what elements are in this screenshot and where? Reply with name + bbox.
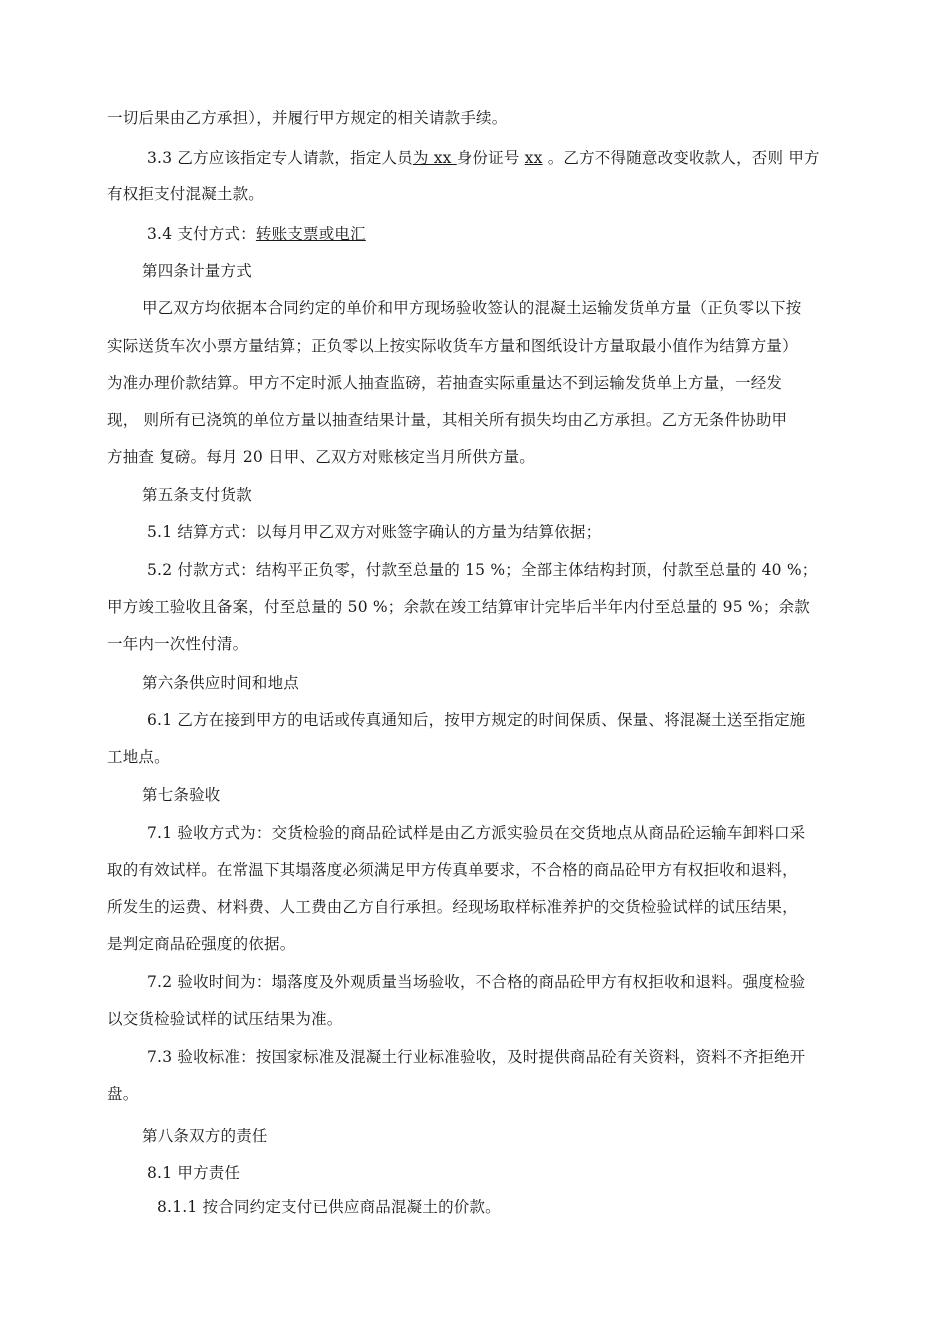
clause-3-4 [147, 224, 366, 244]
clause-6-1-line-2: 工地点。 [107, 748, 170, 766]
payment-method-field: 转账支票或电汇 [255, 225, 366, 243]
clause-7-3-line-1: 7.3 验收标准：按国家标准及混凝土行业标准验收，及时提供商品砼有关资料，资料不齐拒绝开 [147, 1048, 806, 1066]
article-5-heading: 第五条支付货款 [142, 486, 252, 504]
clause-7-3-line-2: 盘。 [107, 1085, 139, 1103]
clause-5-2-line-3: 一年内一次性付清。 [107, 635, 249, 653]
clause-7-1-line-2: 取的有效试样。在常温下其塌落度必须满足甲方传真单要求，不合格的商品砼甲方有权拒收和退料， [107, 861, 798, 879]
clause-7-1-line-4: 是判定商品砼强度的依据。 [107, 935, 296, 953]
article-4-line-3: 为准办理价款结算。甲方不定时派人抽查监磅，若抽查实际重量达不到运输发货单上方量，一经发 [107, 374, 783, 392]
clause-5-1: 5.1 结算方式：以每月甲乙双方对账签字确认的方量为结算依据； [147, 523, 602, 541]
id-number-label: 身份证号 [456, 149, 525, 167]
article-8-heading: 第八条双方的责任 [142, 1127, 268, 1145]
clause-5-2-line-1: 5.2 付款方式：结构平正负零，付款至总量的 15 %；全部主体结构封顶，付款至总量的 40 %； [147, 561, 818, 579]
clause-3-3-text: 3.3 乙方应该指定专人请款，指定人员 [147, 149, 413, 167]
article-7-heading: 第七条验收 [142, 786, 221, 804]
clause-5-2-line-2: 甲方竣工验收且备案，付至总量的 50 %；余款在竣工结算审计完毕后半年内付至总量的 95 %；余款 [107, 598, 810, 616]
clause-3-3-text-end: 。乙方不得随意改变收款人，否则 甲方 [542, 149, 820, 167]
paragraph-line: 一切后果由乙方承担），并履行甲方规定的相关请款手续。 [107, 109, 508, 127]
clause-8-1: 8.1 甲方责任 [147, 1164, 241, 1182]
id-number-field: xx [524, 149, 543, 167]
article-6-heading: 第六条供应时间和地点 [142, 674, 300, 692]
clause-7-1-line-3: 所发生的运费、材料费、人工费由乙方自行承担。经现场取样标准养护的交货检验试样的试压结果， [107, 898, 798, 916]
clause-3-3-line-2: 有权拒支付混凝土款。 [107, 185, 265, 203]
article-4-line-2: 实际送货车次小票方量结算；正负零以上按实际收货车方量和图纸设计方量取最小值作为结算方量） [107, 337, 798, 355]
article-4-line-5: 方抽查 复磅。每月 20 日甲、乙双方对账核定当月所供方量。 [107, 448, 536, 466]
clause-7-2-line-2: 以交货检验试样的试压结果为准。 [107, 1010, 343, 1028]
article-4-heading: 第四条计量方式 [142, 262, 252, 280]
designated-person-field: 为 xx [412, 149, 457, 167]
clause-3-4-label: 3.4 支付方式： [147, 225, 256, 243]
clause-3-3-line-1 [147, 148, 820, 168]
article-4-line-1: 甲乙双方均依据本合同约定的单价和甲方现场验收签认的混凝土运输发货单方量（正负零以下按 [142, 299, 802, 317]
article-4-line-4: 现， 则所有已浇筑的单位方量以抽查结果计量，其相关所有损失均由乙方承担。乙方无条件协助甲 [107, 411, 788, 429]
clause-6-1-line-1: 6.1 乙方在接到甲方的电话或传真通知后，按甲方规定的时间保质、保量、将混凝土送至指定施 [147, 711, 806, 729]
clause-7-1-line-1: 7.1 验收方式为：交货检验的商品砼试样是由乙方派实验员在交货地点从商品砼运输车卸料口采 [147, 824, 806, 842]
clause-7-2-line-1: 7.2 验收时间为：塌落度及外观质量当场验收，不合格的商品砼甲方有权拒收和退料。强度检验 [147, 973, 806, 991]
clause-8-1-1: 8.1.1 按合同约定支付已供应商品混凝土的价款。 [157, 1198, 501, 1216]
